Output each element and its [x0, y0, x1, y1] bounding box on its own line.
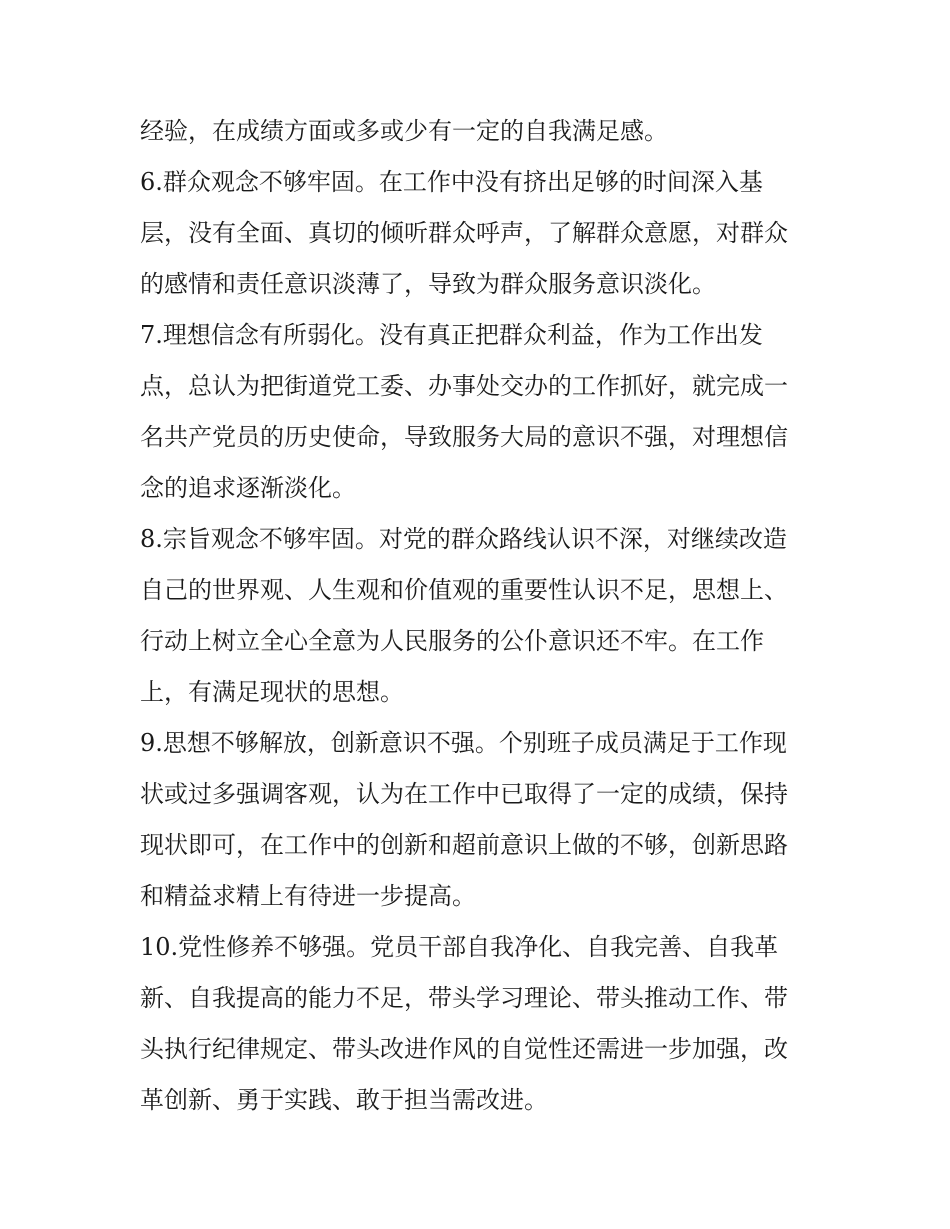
document-body [140, 106, 815, 1126]
text-line: 7.理想信念有所弱化。没有真正把群众利益，作为工作出发 [140, 321, 763, 349]
text-line: 和精益求精上有待进一步提高。 [140, 882, 476, 910]
text-line: 名共产党员的历史使命，导致服务大局的意识不强，对理想信 [140, 423, 788, 451]
text-line: 自己的世界观、人生观和价值观的重要性认识不足，思想上、 [140, 576, 788, 604]
text-line: 6.群众观念不够牢固。在工作中没有挤出足够的时间深入基 [140, 168, 763, 196]
text-line: 经验，在成绩方面或多或少有一定的自我满足感。 [140, 117, 668, 145]
text-line: 头执行纪律规定、带头改进作风的自觉性还需进一步加强，改 [140, 1035, 788, 1063]
text-line: 的感情和责任意识淡薄了，导致为群众服务意识淡化。 [140, 270, 716, 298]
text-line: 上，有满足现状的思想。 [140, 678, 404, 706]
text-line: 状或过多强调客观，认为在工作中已取得了一定的成绩，保持 [140, 780, 788, 808]
text-line: 点，总认为把街道党工委、办事处交办的工作抓好，就完成一 [140, 372, 788, 400]
text-line: 9.思想不够解放，创新意识不强。个别班子成员满足于工作现 [140, 729, 787, 757]
text-line: 8.宗旨观念不够牢固。对党的群众路线认识不深，对继续改造 [140, 525, 787, 553]
text-line: 层，没有全面、真切的倾听群众呼声，了解群众意愿，对群众 [140, 219, 788, 247]
text-line: 行动上树立全心全意为人民服务的公仆意识还不牢。在工作 [140, 627, 764, 655]
text-line: 念的追求逐渐淡化。 [140, 474, 356, 502]
text-line: 新、自我提高的能力不足，带头学习理论、带头推动工作、带 [140, 984, 788, 1012]
text-line: 现状即可，在工作中的创新和超前意识上做的不够，创新思路 [140, 831, 788, 859]
text-line: 革创新、勇于实践、敢于担当需改进。 [140, 1086, 548, 1114]
text-line: 10.党性修养不够强。党员干部自我净化、自我完善、自我革 [140, 933, 779, 961]
